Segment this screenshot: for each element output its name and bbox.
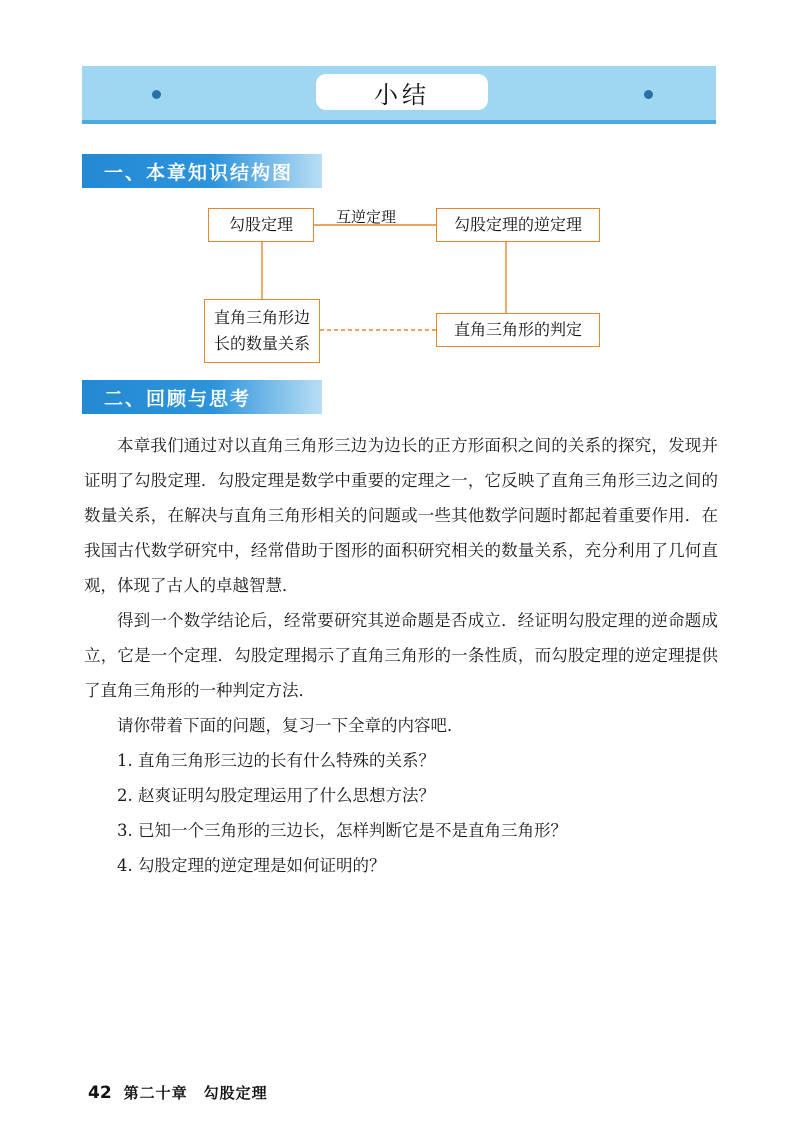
edge-label-converse: 互逆定理 (336, 208, 397, 226)
node-pythagorean-theorem: 勾股定理 (208, 208, 314, 242)
section-heading-structure: 一、本章知识结构图 (82, 154, 322, 188)
diagram-connectors (0, 0, 800, 400)
chapter-title: 第二十章 勾股定理 (123, 1084, 268, 1102)
knowledge-structure-diagram (0, 0, 800, 400)
question-item: 1. 直角三角形三边的长有什么特殊的关系？ (117, 751, 435, 770)
node-side-relation-line1: 直角三角形边 (213, 308, 310, 327)
question-item: 3. 已知一个三角形的三边长，怎样判断它是不是直角三角形？ (117, 821, 567, 840)
review-questions (84, 743, 718, 883)
question-item: 4. 勾股定理的逆定理是如何证明的？ (117, 856, 386, 875)
section-heading-review: 二、回顾与思考 (82, 380, 322, 414)
paragraph: 请你带着下面的问题，复习一下全章的内容吧． (117, 716, 464, 735)
paragraph: 得到一个数学结论后，经常要研究其逆命题是否成立．经证明勾股定理的逆命题成立，它是一个定理．勾股定理揭示了直角三角形的一条性质，而勾股定理的逆定理提供了直角三角形的一种判定方法． (84, 611, 718, 700)
node-right-triangle-test: 直角三角形的判定 (436, 313, 600, 347)
review-body (84, 428, 718, 883)
question-item: 2. 赵爽证明勾股定理运用了什么思想方法？ (117, 786, 435, 805)
node-side-length-relation (204, 299, 320, 363)
paragraph: 本章我们通过对以直角三角形三边为边长的正方形面积之间的关系的探究，发现并证明了勾股定理．勾股定理是数学中重要的定理之一，它反映了直角三角形三边之间的数量关系，在解决与直角三角形相关的问题或一些其他数学问题时都起着重要作用．在我国古代数学研究中，经常借助于图形的面积研究相关的数量关系，充分利用了几何直观，体现了古人的卓越智慧． (84, 436, 718, 595)
page-footer (88, 1082, 268, 1103)
page-title: 小结 (316, 74, 488, 110)
node-converse-theorem: 勾股定理的逆定理 (436, 208, 600, 242)
node-side-relation-line2: 长的数量关系 (213, 334, 310, 353)
page-number: 42 (88, 1083, 112, 1103)
